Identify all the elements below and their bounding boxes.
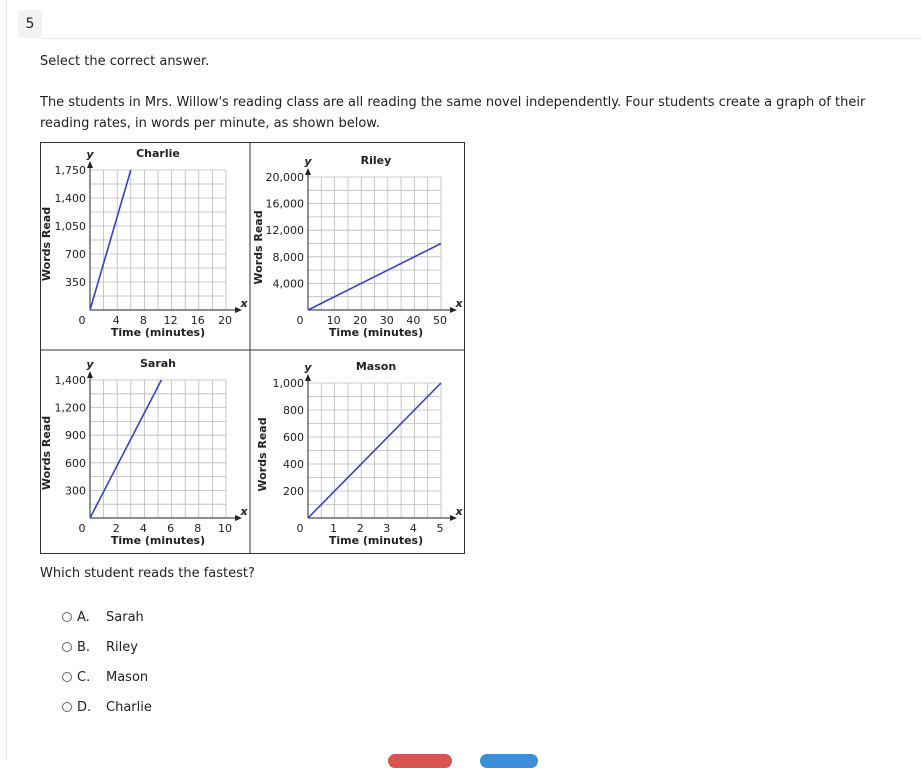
choice-a[interactable] [62, 610, 144, 625]
y-tick-label: 1,750 [54, 164, 86, 177]
choice-text: Sarah [106, 610, 144, 625]
y-tick-label: 16,000 [265, 197, 304, 211]
x-tick-label: 20 [353, 314, 368, 327]
x-axis-letter: x [240, 297, 248, 310]
origin-label: 0 [78, 314, 86, 327]
graphs-figure [40, 142, 465, 554]
x-axis-letter: x [455, 297, 463, 310]
y-tick-label: 4,000 [272, 277, 304, 291]
choice-letter: B. [77, 640, 91, 655]
x-axis-label: Time (minutes) [328, 534, 424, 547]
x-axis-label: Time (minutes) [110, 534, 206, 547]
origin-label: 0 [296, 314, 304, 327]
x-tick-label: 5 [436, 522, 444, 535]
x-tick-label: 4 [409, 522, 417, 535]
y-axis-letter: y [304, 155, 312, 168]
y-axis-label: Words Read [256, 417, 269, 492]
choice-d[interactable] [62, 700, 152, 715]
x-axis-label: Time (minutes) [328, 326, 424, 339]
choice-c[interactable] [62, 670, 148, 685]
instruction-text: Select the correct answer. [40, 54, 210, 69]
radio-button[interactable] [62, 702, 72, 712]
y-tick-label: 600 [65, 456, 86, 470]
choice-text: Charlie [106, 700, 152, 715]
radio-button[interactable] [62, 672, 72, 682]
y-tick-label: 600 [283, 431, 304, 444]
y-axis-letter: y [304, 361, 312, 374]
x-axis-label: Time (minutes) [110, 326, 206, 339]
chart-title: Charlie [136, 147, 180, 160]
choice-text: Mason [106, 670, 149, 685]
y-tick-label: 1,400 [54, 192, 86, 205]
y-tick-label: 1,200 [54, 401, 86, 415]
x-tick-label: 30 [379, 314, 394, 327]
x-tick-label: 12 [163, 314, 178, 327]
y-tick-label: 700 [65, 248, 86, 261]
y-tick-label: 12,000 [265, 224, 304, 238]
x-axis-letter: x [240, 505, 248, 518]
x-tick-label: 2 [112, 522, 120, 535]
y-tick-label: 1,000 [272, 377, 304, 390]
question-number: 5 [18, 10, 42, 38]
x-tick-label: 8 [139, 314, 147, 327]
choice-text: Riley [106, 640, 138, 655]
x-tick-label: 6 [167, 522, 175, 535]
x-tick-label: 2 [356, 522, 364, 535]
y-tick-label: 800 [283, 404, 304, 417]
y-tick-label: 1,050 [54, 220, 86, 233]
y-tick-label: 900 [65, 429, 86, 443]
next-button[interactable] [480, 754, 538, 768]
chart-title: Sarah [139, 357, 177, 370]
x-tick-label: 40 [406, 314, 421, 327]
x-tick-label: 10 [326, 314, 341, 327]
choice-b[interactable] [62, 640, 138, 655]
radio-button[interactable] [62, 612, 72, 622]
chart-title: Mason [355, 360, 397, 373]
y-tick-label: 8,000 [272, 250, 304, 264]
chart-title: Riley [360, 154, 392, 167]
y-tick-label: 200 [283, 485, 304, 498]
x-tick-label: 50 [433, 314, 447, 327]
choice-letter: D. [77, 700, 92, 715]
y-tick-label: 400 [283, 458, 304, 471]
x-tick-label: 1 [330, 522, 338, 535]
previous-button[interactable] [388, 754, 452, 768]
x-tick-label: 3 [383, 522, 391, 535]
x-tick-label: 4 [139, 522, 147, 535]
x-axis-letter: x [455, 505, 463, 518]
y-tick-label: 1,400 [54, 374, 86, 387]
question-text: Which student reads the fastest? [40, 566, 255, 581]
x-tick-label: 4 [112, 314, 120, 327]
x-tick-label: 20 [218, 314, 232, 327]
x-tick-label: 16 [190, 314, 205, 327]
x-tick-label: 10 [218, 522, 232, 535]
origin-label: 0 [78, 522, 86, 535]
y-tick-label: 350 [65, 276, 86, 289]
radio-button[interactable] [62, 642, 72, 652]
choice-letter: A. [77, 610, 90, 625]
y-axis-letter: y [86, 358, 94, 371]
header-divider [42, 38, 921, 39]
y-axis-letter: y [86, 148, 94, 161]
y-axis-label: Words Read [40, 206, 53, 282]
choice-letter: C. [77, 670, 91, 685]
x-tick-label: 8 [194, 522, 202, 535]
question-prompt: The students in Mrs. Willow's reading class are all reading the same novel independently. Four students create a graph of their reading rates, in words per minute, as shown below. [40, 95, 866, 131]
y-tick-label: 20,000 [265, 171, 304, 184]
y-tick-label: 300 [65, 484, 86, 498]
origin-label: 0 [296, 522, 304, 535]
y-axis-label: Words Read [252, 210, 265, 285]
y-axis-label: Words Read [40, 415, 53, 491]
